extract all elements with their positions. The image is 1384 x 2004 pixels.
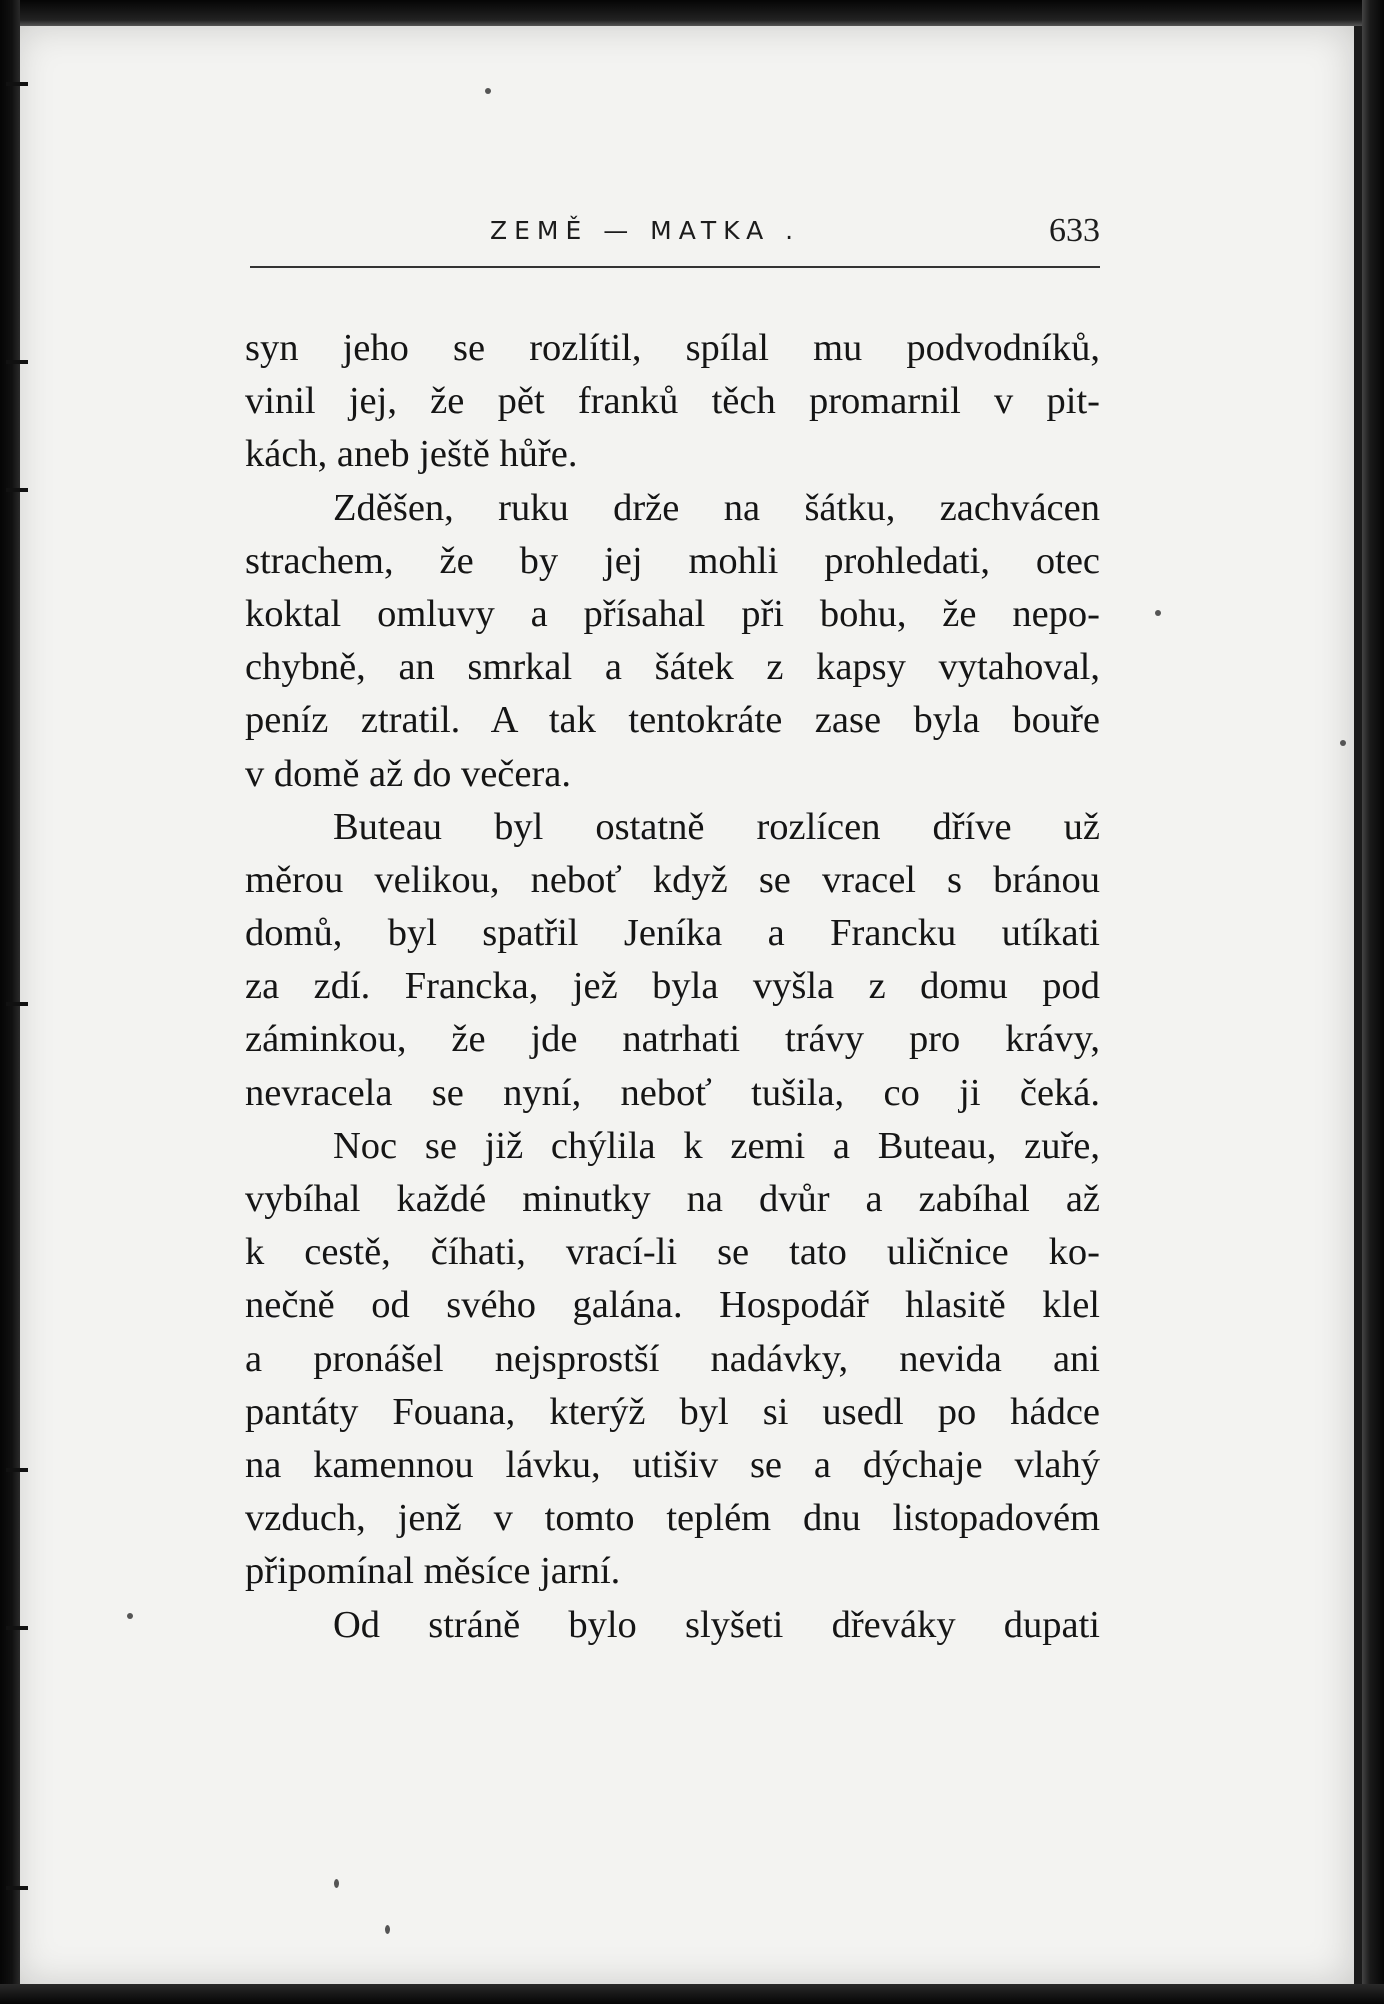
text-line: chybně, an smrkal a šátek z kapsy vytahoval, <box>245 646 1100 689</box>
binding-mark <box>6 360 28 364</box>
text-line: Zděšen, ruku drže na šátku, zachvácen <box>333 486 1100 529</box>
scan-right-edge <box>1362 0 1384 2004</box>
dust-speck <box>1155 610 1161 616</box>
dust-speck <box>334 1879 339 1888</box>
text-line: Buteau byl ostatně rozlícen dříve už <box>333 805 1100 848</box>
text-line: kách, aneb ještě hůře. <box>245 433 578 476</box>
text-line: nevracela se nyní, neboť tušila, co ji čeká. <box>245 1071 1100 1114</box>
text-line: strachem, že by jej mohli prohledati, otec <box>245 539 1100 582</box>
text-line: k cestě, číhati, vrací-li se tato uličnice ko- <box>245 1231 1100 1274</box>
binding-mark <box>6 1468 28 1472</box>
text-line: v domě až do večera. <box>245 752 572 795</box>
binding-mark <box>6 488 28 492</box>
binding-mark <box>6 1002 28 1006</box>
text-line: domů, byl spatřil Jeníka a Francku utíkati <box>245 912 1100 955</box>
text-line: peníz ztratil. A tak tentokráte zase byla bouře <box>245 699 1100 742</box>
paragraph <box>245 801 1100 1120</box>
binding-mark <box>6 82 28 86</box>
paragraph <box>245 1120 1100 1599</box>
text-line: syn jeho se rozlítil, spílal mu podvodníků, <box>245 327 1100 369</box>
text-line: Noc se již chýlila k zemi a Buteau, zuře, <box>333 1124 1100 1167</box>
scan-top-edge <box>0 0 1384 26</box>
page-number: 633 <box>1049 212 1100 249</box>
scan-bottom-edge <box>0 1984 1384 2004</box>
text-line: nečně od svého galána. Hospodář hlasitě klel <box>245 1284 1100 1327</box>
dust-speck <box>1340 740 1346 746</box>
header-rule <box>250 266 1100 268</box>
dust-speck <box>127 1613 133 1619</box>
text-line: měrou velikou, neboť když se vracel s bránou <box>245 858 1100 901</box>
paragraph <box>245 482 1100 801</box>
text-line: záminkou, že jde natrhati trávy pro krávy, <box>245 1018 1100 1061</box>
text-line: vybíhal každé minutky na dvůr a zabíhal až <box>245 1178 1100 1220</box>
text-line: koktal omluvy a přísahal při bohu, že nepo- <box>245 592 1100 635</box>
running-title: ZEMĚ — MATKA . <box>490 216 801 245</box>
dust-speck <box>485 88 491 94</box>
paragraph <box>245 1599 1100 1652</box>
text-line: pantáty Fouana, kterýž byl si usedl po hádce <box>245 1390 1100 1433</box>
paragraph <box>245 322 1100 482</box>
text-line: na kamennou lávku, utišiv se a dýchaje vlahý <box>245 1443 1100 1486</box>
text-line: vzduch, jenž v tomto teplém dnu listopadovém <box>245 1497 1100 1540</box>
text-line: vinil jej, že pět franků těch promarnil v pit- <box>245 380 1100 423</box>
text-line: připomínal měsíce jarní. <box>245 1550 621 1593</box>
dust-speck <box>385 1925 390 1934</box>
running-header <box>250 212 1100 262</box>
binding-mark <box>6 1626 28 1630</box>
binding-mark <box>6 1886 28 1890</box>
text-line: Od stráně bylo slyšeti dřeváky dupati <box>333 1603 1100 1646</box>
text-line: a pronášel nejsprostší nadávky, nevida ani <box>245 1337 1100 1380</box>
text-line: za zdí. Francka, jež byla vyšla z domu pod <box>245 965 1100 1008</box>
body-text <box>245 322 1100 1652</box>
